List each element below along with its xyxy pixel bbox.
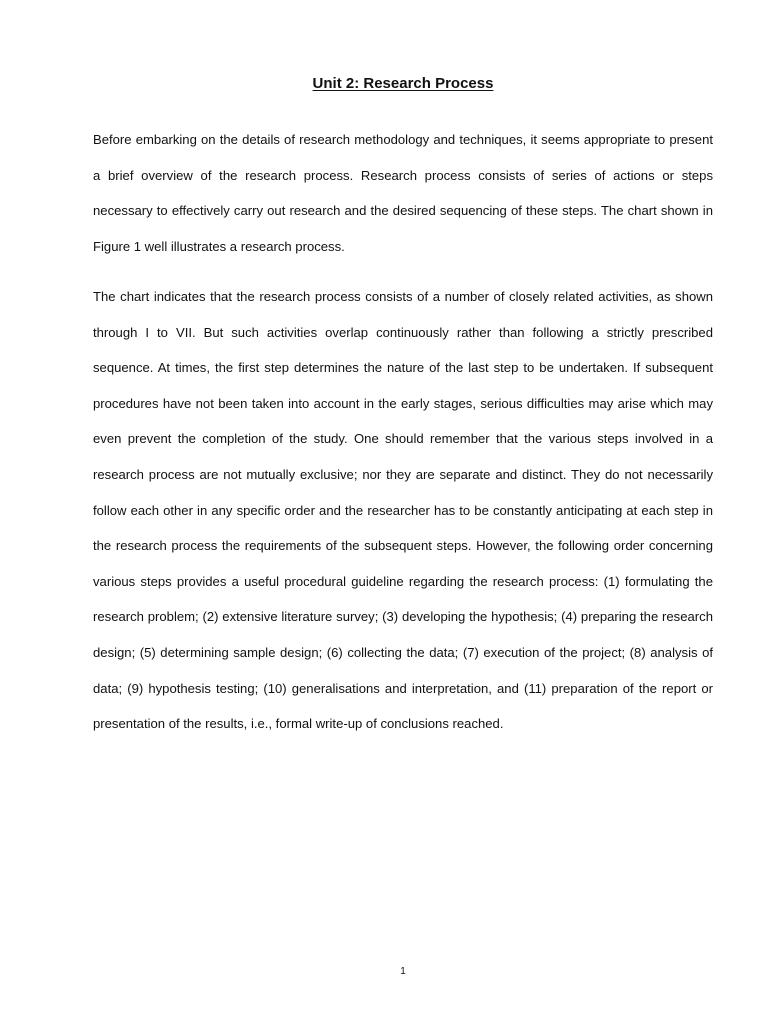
page-title: Unit 2: Research Process (312, 75, 494, 92)
paragraph-intro: Before embarking on the details of research methodology and techniques, it seems appropriate to present a brief overview of the research process. Research process consists of series of actions or steps necessary to effectively carry out research and the desired sequencing of these steps. The chart shown in Figure 1 well illustrates a research process. (93, 132, 713, 254)
page-number: 1 (400, 966, 406, 977)
paragraph-process-steps: The chart indicates that the research process consists of a number of closely related activities, as shown through I to VII. But such activities overlap continuously rather than following a strictly prescribed sequence. At times, the first step determines the nature of the last step to be undertaken. If subsequent procedures have not been taken into account in the early stages, serious difficulties may arise which may even prevent the completion of the study. One should remember that the various steps involved in a research process are not mutually exclusive; nor they are separate and distinct. They do not necessarily follow each other in any specific order and the researcher has to be constantly anticipating at each step in the research process the requirements of the subsequent steps. However, the following order concerning various steps provides a useful procedural guideline regarding the research process: (1) formulating the research problem; (2) extensive literature survey; (3) developing the hypothesis; (4) preparing the research design; (5) determining sample design; (6) collecting the data; (7) execution of the project; (8) analysis of data; (9) hypothesis testing; (10) generalisations and interpretation, and (11) preparation of the report or presentation of the results, i.e., formal write-up of conclusions reached. (93, 289, 713, 732)
